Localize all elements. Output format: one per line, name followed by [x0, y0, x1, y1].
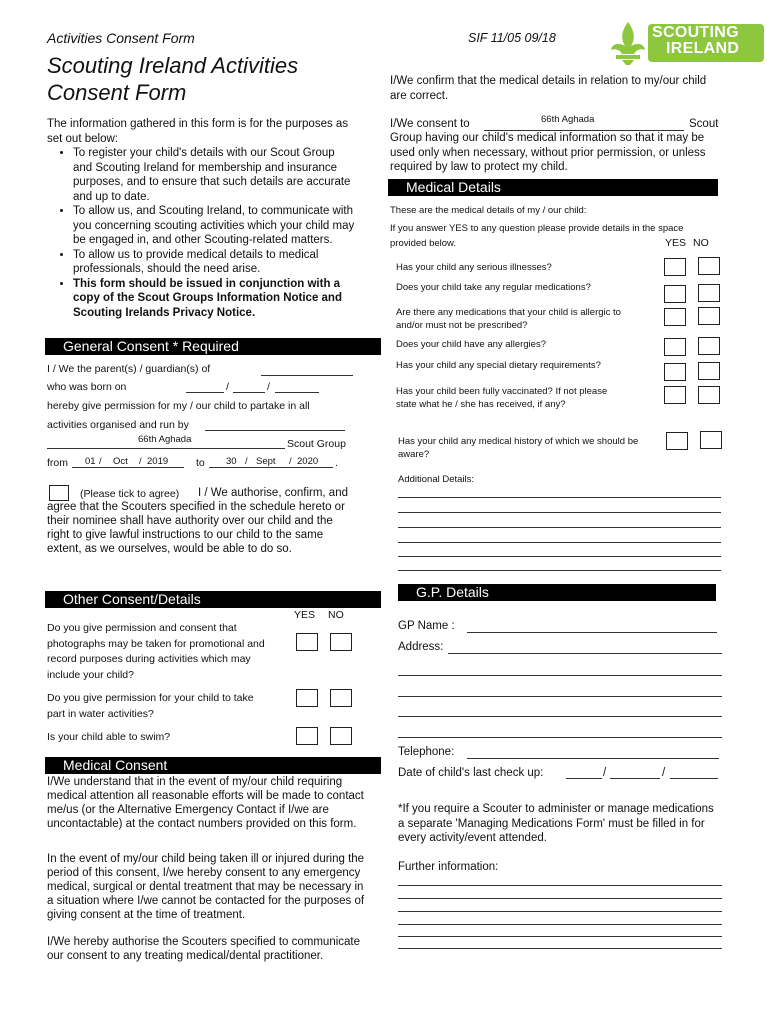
organised-label: activities organised and run by [47, 419, 189, 431]
date-sep: / [99, 456, 102, 467]
vaccinated-no-checkbox[interactable] [698, 386, 720, 404]
gp-address-line[interactable] [398, 737, 722, 738]
medical-question: Has your child any medical history of which we should be aware? [398, 436, 639, 460]
swim-yes-checkbox[interactable] [296, 727, 318, 745]
intro-bullet: • To allow us, and Scouting Ireland, to communicate with you concerning scouting activities which your child may be engaged in, and other Scouting-related matters. [73, 204, 357, 248]
logo-line1: SCOUTING [652, 24, 739, 41]
additional-label: Additional Details: [398, 474, 475, 485]
medical-consent-para3: I/We hereby authorise the Scouters specified to communicate our consent to any treating medical/dental practitioner. [47, 936, 361, 962]
intro-bold-bullet: • This form should be issued in conjunction with a copy of the Scout Groups Information Notice and Scouting Irelands Privacy Notice. [73, 277, 357, 321]
medical-question: Has your child any special dietary requirements? [396, 360, 601, 371]
medical-consent-para1: I/We understand that in the event of my/our child requiring medical attention all reasonable efforts will be made to contact me/us (or the Alternative Emergency Contact if I/we are uncontactable) at the contact numbers provided on this form. [47, 776, 364, 830]
checkup-day-field[interactable] [566, 778, 602, 779]
to-day: 30 [226, 456, 237, 467]
photo-question: Do you give permission and consent that photographs may be taken for promotional and record purposes during activities which may include your child? [47, 622, 265, 681]
medical-question: Does your child have any allergies? [396, 339, 546, 350]
consent-to-label: I/We consent to [390, 118, 470, 130]
no-label: NO [328, 609, 344, 621]
date-sep: / [289, 456, 292, 467]
gp-address-line[interactable] [398, 716, 722, 717]
intro-section [47, 117, 357, 320]
yes-label: YES [665, 237, 687, 249]
water-no-checkbox[interactable] [330, 689, 352, 707]
dietary-yes-checkbox[interactable] [664, 363, 686, 381]
swim-no-checkbox[interactable] [330, 727, 352, 745]
date-sep: / [226, 381, 229, 393]
allergic-med-yes-checkbox[interactable] [664, 308, 686, 326]
scout-group-label: Scout Group [287, 438, 346, 450]
organiser-field[interactable] [205, 430, 345, 431]
further-label: Further information: [398, 861, 499, 873]
form-label: Activities Consent Form [47, 30, 195, 46]
telephone-label: Telephone: [398, 746, 455, 758]
illness-no-checkbox[interactable] [698, 257, 720, 275]
additional-line[interactable] [398, 542, 721, 543]
additional-line[interactable] [398, 570, 721, 571]
authorise-text: I / We authorise, confirm, and agree that the Scouters specified in the schedule hereto or their nominee shall have authority over our child and the right to give lawful instructions to our child to the same extent, as we ourselves, would be able to do so. [47, 487, 348, 555]
date-sep: / [603, 767, 607, 779]
to-year: 2020 [297, 456, 319, 467]
gp-address-label: Address: [398, 641, 444, 653]
medications-note: *If you require a Scouter to administer or manage medications a separate 'Managing Medications Form' must be filled in for every activity/event attended. [398, 803, 714, 844]
scouting-ireland-logo [608, 18, 766, 66]
telephone-field[interactable] [467, 758, 719, 759]
dietary-no-checkbox[interactable] [698, 362, 720, 380]
group-value: 66th Aghada [138, 434, 192, 445]
date-sep: / [267, 381, 270, 393]
no-label: NO [693, 237, 709, 249]
born-label: who was born on [47, 381, 127, 393]
further-line[interactable] [398, 911, 722, 912]
allergies-yes-checkbox[interactable] [664, 338, 686, 356]
logo-line2: IRELAND [666, 40, 740, 57]
from-year: 2019 [147, 456, 169, 467]
from-month: Oct [113, 456, 128, 467]
additional-line[interactable] [398, 497, 721, 498]
intro-bullet: • To register your child's details with our Scout Group and Scouting Ireland for membership and insurance purposes, and to ensure that such details are accurate and up to date. [73, 146, 357, 204]
medical-consent-para2: In the event of my/our child being taken ill or injured during the period of this consent, I/we hereby consent to any emergency medical, surgical or dental treatment that may be necessary in a situation where I/we cannot be contacted for the purposes of giving consent at the time of treatment. [47, 853, 365, 921]
history-no-checkbox[interactable] [700, 431, 722, 449]
medical-question: Does your child take any regular medications? [396, 282, 591, 293]
history-yes-checkbox[interactable] [666, 432, 688, 450]
page-title-line2: Consent Form [47, 80, 187, 105]
further-line[interactable] [398, 898, 722, 899]
photo-no-checkbox[interactable] [330, 633, 352, 651]
gp-address-line[interactable] [398, 696, 722, 697]
tick-label: (Please tick to agree) [80, 488, 180, 500]
scout-label: Scout [689, 118, 719, 130]
form-code: SIF 11/05 09/18 [468, 31, 556, 45]
further-line[interactable] [398, 948, 722, 949]
other-consent-heading: Other Consent/Details [45, 591, 381, 608]
page-title-line1: Scouting Ireland Activities [47, 53, 299, 78]
medical-question: Has your child any serious illnesses? [396, 262, 552, 273]
yes-label: YES [294, 609, 316, 621]
gp-address-field[interactable] [448, 653, 722, 654]
permission-text: hereby give permission for my / our child to partake in all [47, 400, 310, 412]
dob-month-field[interactable] [233, 392, 265, 393]
parents-label: I / We the parent(s) / guardian(s) of [47, 363, 211, 375]
checkup-month-field[interactable] [610, 778, 660, 779]
gp-address-line[interactable] [398, 675, 722, 676]
to-date-field[interactable] [209, 467, 333, 468]
medical-question: Has your child been fully vaccinated? If not please state what he / she has received, if any? [396, 386, 608, 410]
swim-question: Is your child able to swim? [47, 731, 171, 743]
consent-rest: Group having our child's medical information so that it may be used only when necessary, without prior permission, or unless required by law to protect my child. [390, 132, 706, 173]
dob-year-field[interactable] [275, 392, 319, 393]
from-day: 01 [85, 456, 96, 467]
medical-consent-heading: Medical Consent [45, 757, 381, 774]
medication-yes-checkbox[interactable] [664, 285, 686, 303]
intro-lead: The information gathered in this form is for the purposes as set out below: [47, 118, 349, 145]
additional-line[interactable] [398, 527, 721, 528]
medical-details-heading: Medical Details [388, 179, 718, 196]
period: . [335, 457, 338, 469]
medical-intro2: If you answer YES to any question please provide details in the space provided below. [390, 223, 684, 249]
photo-yes-checkbox[interactable] [296, 633, 318, 651]
gp-name-label: GP Name : [398, 620, 455, 632]
medical-question: Are there any medications that your child is allergic to and/or must not be prescribed? [396, 307, 621, 331]
confirm-text: I/We confirm that the medical details in relation to my/our child are correct. [390, 75, 707, 102]
from-date-field[interactable] [72, 467, 184, 468]
gp-details-heading: G.P. Details [398, 584, 716, 601]
child-name-field[interactable] [261, 375, 353, 376]
consent-group-value: 66th Aghada [541, 114, 595, 125]
checkup-label: Date of child's last check up: [398, 767, 544, 779]
further-line[interactable] [398, 924, 722, 925]
further-line[interactable] [398, 885, 722, 886]
water-question: Do you give permission for your child to take part in water activities? [47, 692, 254, 720]
water-yes-checkbox[interactable] [296, 689, 318, 707]
to-label: to [196, 457, 205, 469]
from-label: from [47, 457, 68, 469]
vaccinated-yes-checkbox[interactable] [664, 386, 686, 404]
group-name-field[interactable] [47, 448, 285, 449]
additional-line[interactable] [398, 556, 721, 557]
allergic-med-no-checkbox[interactable] [698, 307, 720, 325]
date-sep: / [139, 456, 142, 467]
medical-intro1: These are the medical details of my / our child: [390, 205, 587, 216]
dob-day-field[interactable] [186, 392, 224, 393]
checkup-year-field[interactable] [670, 778, 718, 779]
date-sep: / [245, 456, 248, 467]
allergies-no-checkbox[interactable] [698, 337, 720, 355]
date-sep: / [662, 767, 666, 779]
intro-bullet: • To allow us to provide medical details to medical professionals, should the need arise. [73, 248, 357, 277]
medication-no-checkbox[interactable] [698, 284, 720, 302]
gp-name-field[interactable] [467, 632, 717, 633]
general-consent-heading: General Consent * Required [45, 338, 381, 355]
additional-line[interactable] [398, 512, 721, 513]
illness-yes-checkbox[interactable] [664, 258, 686, 276]
further-line[interactable] [398, 936, 722, 937]
to-month: Sept [256, 456, 276, 467]
